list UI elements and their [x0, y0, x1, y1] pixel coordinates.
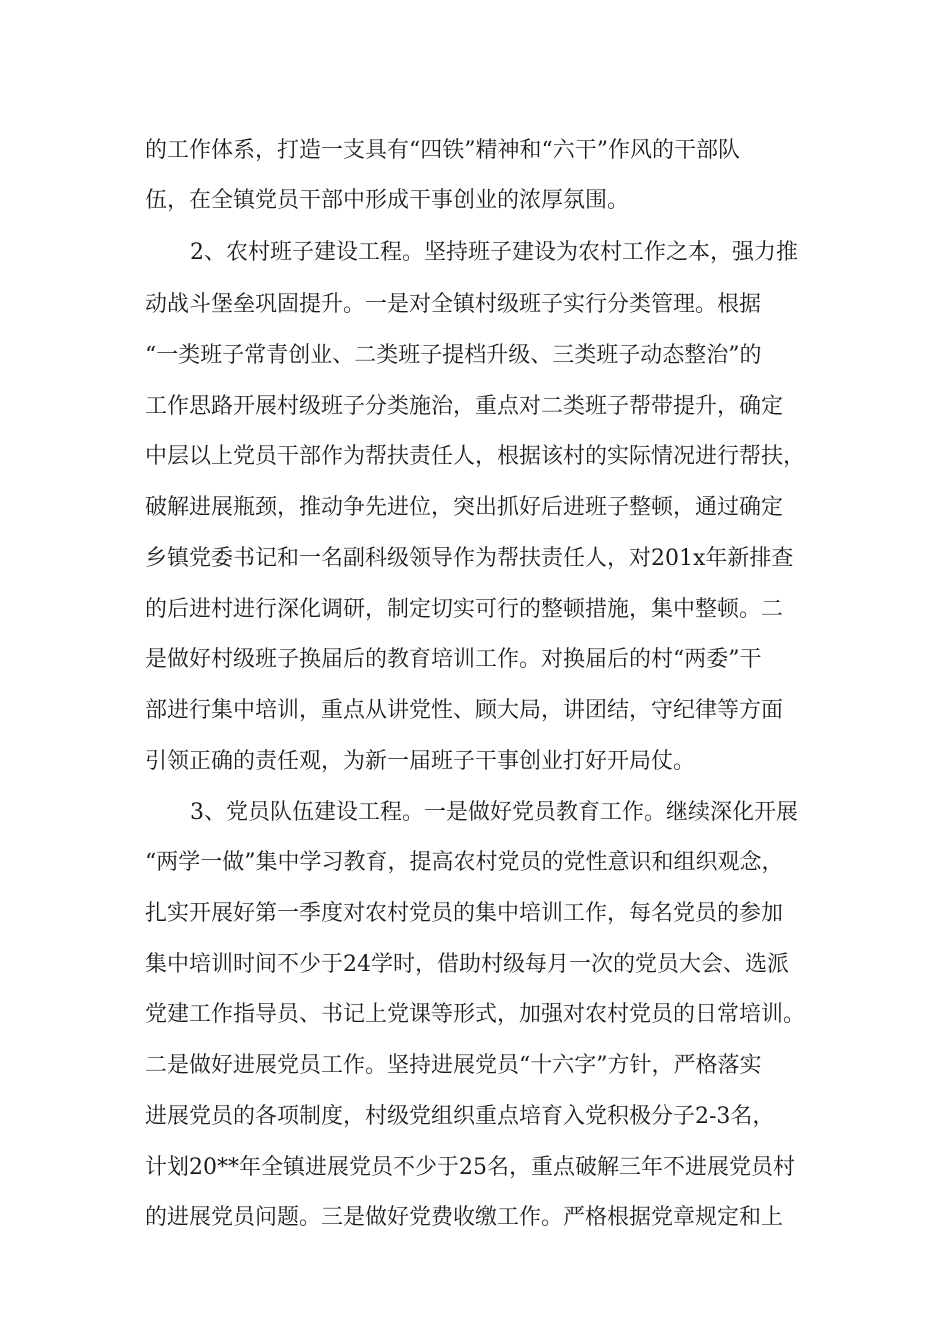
text-line: 集中培训时间不少于24学时，借助村级每月一次的党员大会、选派	[145, 952, 789, 977]
text-line: 党建工作指导员、书记上党课等形式，加强对农村党员的日常培训。	[145, 1002, 806, 1027]
text-line: 工作思路开展村级班子分类施治，重点对二类班子帮带提升，确定	[145, 394, 784, 419]
text-line: “一类班子常青创业、二类班子提档升级、三类班子动态整治”的	[145, 343, 762, 368]
text-line: 的进展党员问题。三是做好党费收缴工作。严格根据党章规定和上	[145, 1205, 784, 1230]
text-line: 的工作体系，打造一支具有“四铁”精神和“六干”作风的干部队	[145, 138, 740, 163]
text-line: 乡镇党委书记和一名副科级领导作为帮扶责任人，对201x年新排查	[145, 546, 794, 571]
text-line: 动战斗堡垒巩固提升。一是对全镇村级班子实行分类管理。根据	[145, 292, 762, 317]
paragraph-start-line: 3、党员队伍建设工程。一是做好党员教育工作。继续深化开展	[190, 800, 798, 825]
text-line: 是做好村级班子换届后的教育培训工作。对换届后的村“两委”干	[145, 647, 762, 672]
text-line: “两学一做”集中学习教育，提高农村党员的党性意识和组织观念，	[145, 850, 784, 875]
text-line: 部进行集中培训，重点从讲党性、顾大局，讲团结，守纪律等方面	[145, 698, 784, 723]
text-line: 二是做好进展党员工作。坚持进展党员“十六字”方针，严格落实	[145, 1053, 762, 1078]
paragraph-start-line: 2、农村班子建设工程。坚持班子建设为农村工作之本，强力推	[190, 240, 798, 265]
text-line: 扎实开展好第一季度对农村党员的集中培训工作，每名党员的参加	[145, 901, 784, 926]
text-line: 计划20**年全镇进展党员不少于25名，重点破解三年不进展党员村	[145, 1155, 795, 1180]
text-line: 引领正确的责任观，为新一届班子干事创业打好开局仗。	[145, 749, 696, 774]
text-line: 进展党员的各项制度，村级党组织重点培育入党积极分子2-3名，	[145, 1104, 775, 1129]
text-line: 破解进展瓶颈，推动争先进位，突出抓好后进班子整顿，通过确定	[145, 495, 784, 520]
text-line: 的后进村进行深化调研，制定切实可行的整顿措施，集中整顿。二	[145, 597, 784, 622]
text-line: 伍，在全镇党员干部中形成干事创业的浓厚氛围。	[145, 188, 630, 213]
text-line: 中层以上党员干部作为帮扶责任人，根据该村的实际情况进行帮扶，	[145, 444, 806, 469]
